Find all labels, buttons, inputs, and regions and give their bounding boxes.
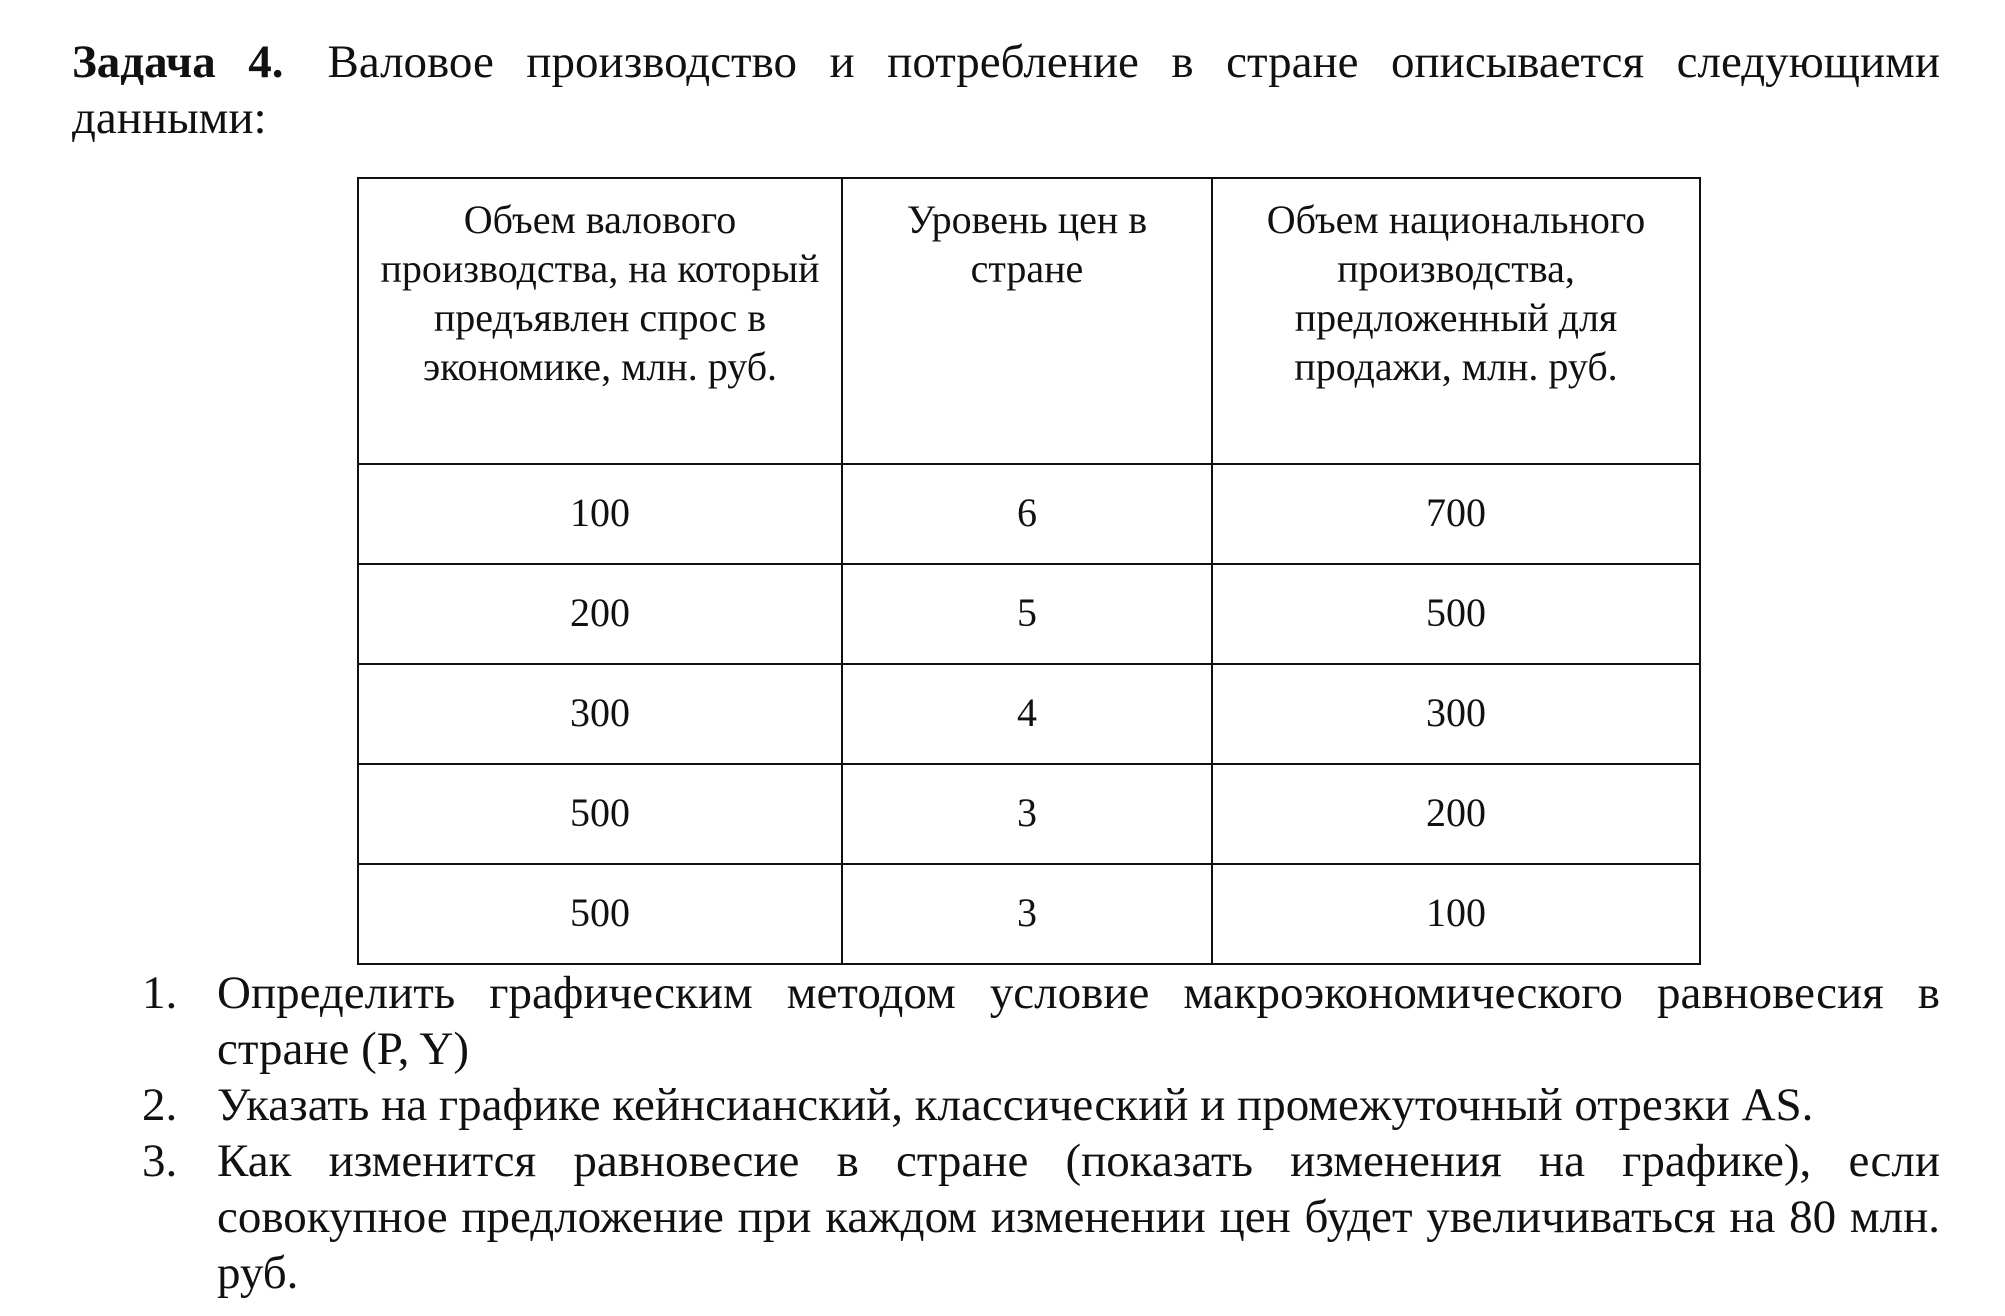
list-item-text: Определить графическим методом условие макроэкономического равновесия в стране (P, Y) xyxy=(217,967,1940,1075)
cell-supply: 200 xyxy=(1212,764,1700,864)
table-header-row xyxy=(358,178,1700,464)
list-item xyxy=(0,965,1940,1077)
task-intro xyxy=(72,34,1940,146)
cell-demand: 500 xyxy=(358,864,842,964)
list-item-text: Как изменится равновесие в стране (показать изменения на графике), если совокупное предложение при каждом изменении цен будет увеличиваться на 80 млн. руб. xyxy=(217,1135,1940,1299)
table-row xyxy=(358,864,1700,964)
list-item xyxy=(0,1077,1940,1133)
header-demand-volume: Объем валового производства, на который предъявлен спрос в экономике, млн. руб. xyxy=(358,178,842,464)
question-list xyxy=(0,965,1940,1301)
table-row xyxy=(358,664,1700,764)
cell-price: 4 xyxy=(842,664,1212,764)
cell-demand: 300 xyxy=(358,664,842,764)
header-supply-volume: Объем национального производства, предложенный для продажи, млн. руб. xyxy=(1212,178,1700,464)
table-row xyxy=(358,464,1700,564)
cell-price: 5 xyxy=(842,564,1212,664)
task-label: Задача 4. xyxy=(72,36,284,88)
cell-supply: 500 xyxy=(1212,564,1700,664)
cell-price: 3 xyxy=(842,864,1212,964)
list-item xyxy=(0,1133,1940,1301)
cell-demand: 200 xyxy=(358,564,842,664)
list-item-number: 2. xyxy=(142,1079,178,1131)
list-item-number: 3. xyxy=(142,1135,178,1187)
list-item-number: 1. xyxy=(142,967,178,1019)
cell-demand: 100 xyxy=(358,464,842,564)
table-row xyxy=(358,764,1700,864)
table-row xyxy=(358,564,1700,664)
task-intro-text: Валовое производство и потребление в стране описывается следующими данными: xyxy=(72,36,1940,144)
cell-supply: 700 xyxy=(1212,464,1700,564)
header-price-level: Уровень цен в стране xyxy=(842,178,1212,464)
cell-price: 3 xyxy=(842,764,1212,864)
data-table xyxy=(357,177,1701,965)
cell-supply: 300 xyxy=(1212,664,1700,764)
cell-supply: 100 xyxy=(1212,864,1700,964)
cell-demand: 500 xyxy=(358,764,842,864)
cell-price: 6 xyxy=(842,464,1212,564)
list-item-text: Указать на графике кейнсианский, классический и промежуточный отрезки AS. xyxy=(217,1079,1814,1131)
